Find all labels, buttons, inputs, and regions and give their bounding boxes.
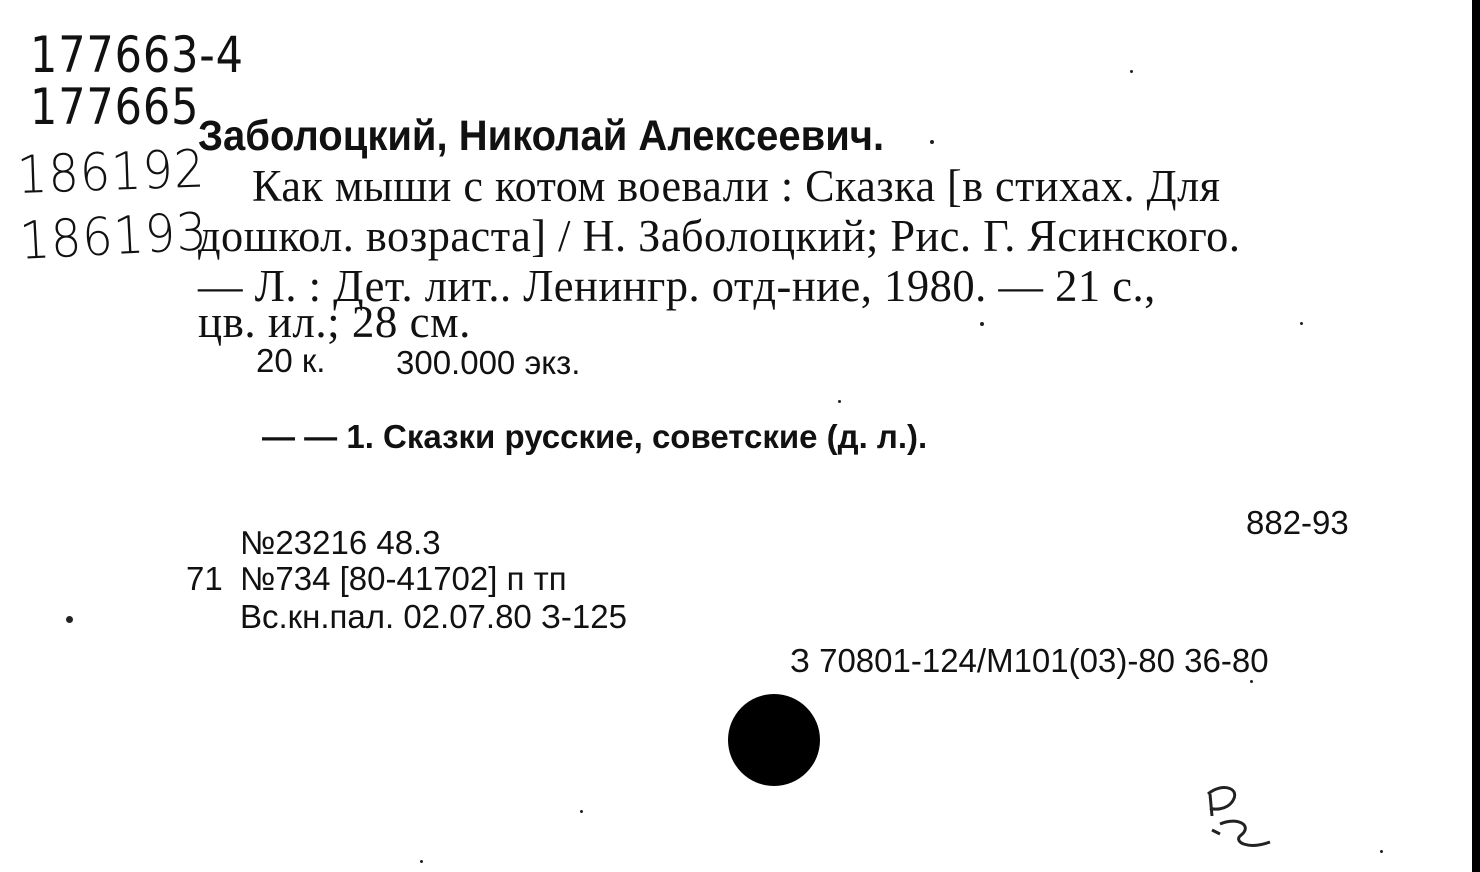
scan-edge-shadow	[1472, 0, 1480, 872]
punch-hole	[728, 694, 820, 786]
bibliographic-description-line: — Л. : Дет. лит.. Ленингр. отд-ние, 1980. — 21 с.,	[198, 261, 1156, 311]
accession-number: 177663-4	[30, 26, 244, 84]
accession-number: 177665	[30, 78, 200, 136]
scan-speck	[1250, 680, 1253, 683]
scan-speck	[66, 616, 73, 623]
card-number-prefix: 71	[186, 560, 223, 597]
scan-speck	[1130, 70, 1133, 73]
card-number-line: Вс.кн.пал. 02.07.80 З-125	[240, 598, 627, 635]
author-heading: Заболоцкий, Николай Алексеевич.	[198, 112, 885, 160]
card-number-line: №734 [80-41702] п тп	[240, 560, 567, 597]
bibliographic-description-line: дошкол. возраста] / Н. Заболоцкий; Рис. Г. Ясинского.	[198, 211, 1241, 261]
price: 20 к.	[256, 342, 326, 379]
print-run: 300.000 экз.	[396, 344, 581, 381]
scan-speck	[838, 400, 841, 403]
scan-speck	[420, 860, 423, 863]
card-number-line: №23216 48.3	[240, 524, 441, 561]
subject-heading: — — 1. Сказки русские, советские (д. л.).	[262, 418, 928, 455]
bibliographic-description-line: цв. ил.; 28 см.	[198, 297, 471, 347]
bibliographic-description-line: Как мыши с котом воевали : Сказка [в стихах. Для	[252, 161, 1221, 211]
accession-number: 186193	[18, 202, 210, 272]
handwritten-initials-mark	[1198, 780, 1288, 860]
catalog-code: 882-93	[1246, 504, 1349, 541]
accession-number: 186192	[16, 139, 207, 206]
classification-code: З 70801-124/М101(03)-80 36-80	[790, 642, 1269, 679]
scan-speck	[1300, 322, 1303, 325]
scan-speck	[1380, 850, 1383, 853]
scan-speck	[580, 810, 583, 813]
scan-speck	[980, 322, 984, 326]
scan-speck	[930, 140, 934, 144]
